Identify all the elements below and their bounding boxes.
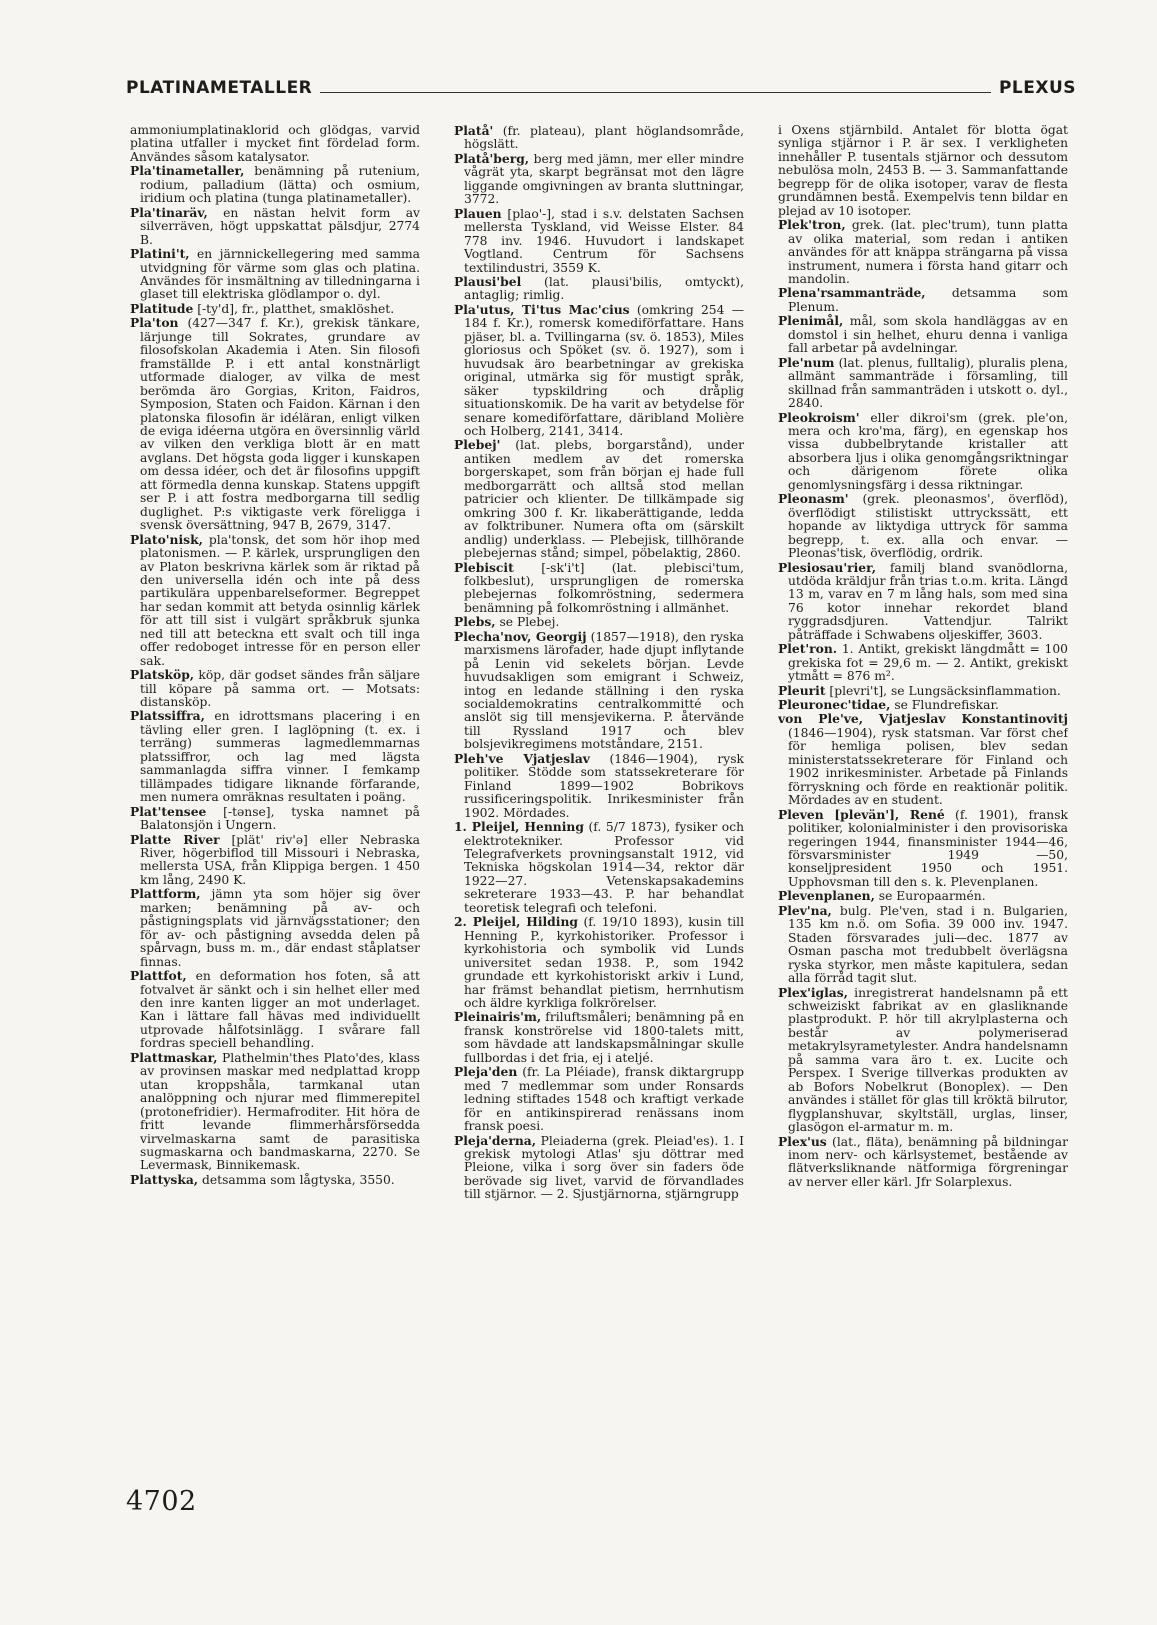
dictionary-entry <box>130 833 420 888</box>
dictionary-entry <box>454 1134 744 1202</box>
entry-headword: Plex'us <box>778 1133 827 1149</box>
entry-text: (f. 5/7 1873), fysiker och elektrotekniker. Professor vid Telegrafverkets provningsanstalt 1912, vid Tekniska högskolan 1914—34, rektor där 1922—27. Vetenskapsakademins sekreterare 1933—43. P. har behandlat teoretisk telegrafi och telefoni. <box>464 820 744 915</box>
dictionary-entry <box>778 286 1068 314</box>
dictionary-entry <box>130 709 420 804</box>
dictionary-entry <box>778 492 1068 560</box>
running-header <box>126 78 1076 102</box>
entry-text: Pleiaderna (grek. Pleiad'es). 1. I grekisk mytologi Atlas' sju döttrar med Pleione, vilka i sorg över sin faders öde berövade sig livet, varvid de förvandlades till stjärnor. — 2. Sjustjärnorna, stjärngrupp <box>464 1133 744 1202</box>
dictionary-entry <box>130 302 420 316</box>
entry-text: [plevri't], se Lungsäcksinflammation. <box>825 683 1061 698</box>
dictionary-entry <box>454 630 744 752</box>
entry-text: berg med jämn, mer eller mindre vågrät yta, skarpt begränsat mot den lägre liggande omgivningen av branta sluttningar, 3772. <box>464 151 744 207</box>
entry-text: (grek. pleonasmos', överflöd), överflödigt stilistiskt uttryckssätt, ett hopande av liktydiga uttryck för samma begrepp, t. ex. alla och envar. — Pleonas'tisk, överflödig, ordrik. <box>788 492 1068 561</box>
dictionary-entry <box>454 561 744 616</box>
entry-text: mål, som skola handläggas av en domstol i sin helhet, ehuru denna i vanliga fall arbetar på avdelningar. <box>788 314 1068 356</box>
entry-text: (omkring 254 —184 f. Kr.), romersk komediförfattare. Hans pjäser, bl. a. Tvillingarna (sv. ö. 1853), Miles gloriosus och Spöket (sv. ö. 1927), som i huvudsak äro bearbetningar av grekiska original, utmärka sig för mustigt språk, säker typskildring och dråplig situationskomik. De ha varit av betydelse för senare komediförfattare, däribland Molière och Holberg, 2141, 3414. <box>464 302 744 438</box>
entry-text: [-tənse], tyska namnet på Balatonsjön i Ungern. <box>140 804 420 833</box>
entry-headword: Ple'num <box>778 354 835 370</box>
entry-text: (lat., fläta), benämning på bildningar inom nerv- och kärlsystemet, bestående av flätverksliknande nätformiga förgreningar av nerver eller kärl. Jfr Solarplexus. <box>788 1134 1068 1189</box>
dictionary-entry <box>454 915 744 1010</box>
entry-text: se Flundrefiskar. <box>890 698 999 713</box>
entry-text: en deformation hos foten, så att fotvalvet är sänkt och i sin helhet eller med den inre kanten ligger an mot underlaget. Kan i lättare fall hävas med individuellt utprovade hålfotsinlägg. I svårare fall fordras speciell behandling. <box>140 969 420 1051</box>
entry-headword: Pla'tinametaller, <box>130 163 245 179</box>
dictionary-entry <box>778 218 1068 286</box>
entry-headword: Pleuronec'tidae, <box>778 697 891 713</box>
dictionary-entry <box>454 1010 744 1065</box>
entry-text: (1846—1904), rysk politiker. Stödde som statssekreterare för Finland 1899—1902 Bobrikovs russificeringspolitik. Inrikesminister från 1902. Mördades. <box>464 751 744 820</box>
entry-text: i Oxens stjärnbild. Antalet för blotta ögat synliga stjärnor i P. är sex. I verkligheten innehåller P. tusentals stjärnor och dessutom nebulösa moln, 2453 B. — 3. Sammanfattande begrepp för de olika isotoper, varav de flesta grundämnen bestå. Exempelvis tenn bildar en plejad av 10 isotoper. <box>778 124 1068 218</box>
entry-text: [-ty'd], fr., platthet, smaklöshet. <box>193 301 395 316</box>
dictionary-entry <box>454 275 744 303</box>
dictionary-entry <box>454 303 744 439</box>
entry-text: detsamma som lågtyska, 3550. <box>198 1172 395 1187</box>
dictionary-entry <box>778 889 1068 903</box>
entry-headword: Pleven [plevän'], René <box>778 806 945 822</box>
dictionary-entry <box>778 986 1068 1135</box>
entry-headword: Plauen <box>454 205 502 221</box>
entry-text: (lat. plenus, fulltalig), pluralis plena, allmänt sammanträde i församling, till skillnad från sammanträden i utskott o. dyl., 2840. <box>788 355 1068 411</box>
entry-headword: Plev'na, <box>778 902 832 918</box>
entry-headword: Plausi'bel <box>454 273 522 289</box>
entry-headword: Plattfot, <box>130 968 187 984</box>
entry-text: [plao'-], stad i s.v. delstaten Sachsen mellersta Tyskland, vid Weisse Elster. 84 778 inv. 1946. Huvudort i landskapet Vogtland. Centrum för Sachsens textilindustri, 3559 K. <box>464 206 744 275</box>
dictionary-entry <box>454 820 744 915</box>
entry-text: (fr. La Pléiade), fransk diktargrupp med 7 medlemmar som under Ronsards ledning stiftades 1548 och kraftigt verkade för en antikinspirerad renässans inom fransk poesi. <box>464 1065 744 1134</box>
entry-text: (427—347 f. Kr.), grekisk tänkare, lärjunge till Sokrates, grundare av filosofskolan Akademia i Aten. Sin filosofi framställde P. i ett antal konstnärligt utformade dialoger, av vilka de mest berömda äro Gorgias, Kriton, Faidros, Symposion, Staten och Faidon. Kärnan i den platonska filosofin är idéläran, enligt vilken de eviga idéerna utgöra en översinnlig värld av vilken den verkliga blott är en matt avglans. Det högsta goda ligger i kunskapen om dessa idéer, och det är filosofins uppgift att förmedla denna kunskap. Statens uppgift ser P. i att fostra medborgarna till sedlig duglighet. P:s viktigaste verk föreligga i svensk översättning, 947 B, 2679, 3147. <box>140 316 420 533</box>
entry-text: [plät' riv'ə] eller Nebraska River, högerbiflod till Missouri i Nebraska, mellersta USA, från Klippiga bergen. 1 450 km lång, 2490 K. <box>140 832 420 887</box>
entry-headword: Plat'tensee <box>130 803 207 819</box>
dictionary-entry <box>130 1173 420 1187</box>
dictionary-entry <box>778 904 1068 986</box>
entry-text: eller dikroi'sm (grek. ple'on, mera och kro'ma, färg), en egenskap hos vissa dubbelbrytande kristaller att absorbera ljus i olika genomgångsriktningar och därigenom förete olika genomlysningsfärg i dessa riktningar. <box>788 410 1068 492</box>
entry-headword: Pleh've Vjatjeslav <box>454 750 590 766</box>
entry-text: se Europaarmén. <box>874 889 986 904</box>
entry-headword: Plecha'nov, Georgij <box>454 628 587 644</box>
entry-text: familj bland svanödlorna, utdöda kräldjur från trias t.o.m. krita. Längd 13 m, varav en 7 m lång hals, som med sina 76 kotor innehar rekordet bland ryggradsdjuren. Vattendjur. Talrikt påträffade i Schwabens oljeskiffer, 3603. <box>788 560 1068 642</box>
entry-headword: 1. Pleijel, Henning <box>454 819 584 835</box>
entry-text: grek. (lat. plec'trum), tunn platta av olika material, som redan i antiken användes för att knäppa strängarna på vissa instrument, numera i första hand gitarr och mandolin. <box>788 218 1068 286</box>
entry-headword: Plena'rsammanträde, <box>778 285 926 301</box>
entry-text: (1857—1918), den ryska marxismens lärofader, hade djupt inflytande på Lenin vid sekelets början. Levde huvudsakligen som emigrant i Schweiz, intog en ledande ställning i den ryska socialdemokratins centralkommitté och anslöt sig till mensjevikerna. P. återvände till Ryssland 1917 och blev bolsjevikregimens motståndare, 2151. <box>464 629 744 752</box>
entry-headword: Plato'nisk, <box>130 531 203 547</box>
dictionary-entry <box>778 314 1068 355</box>
entry-headword: Platini't, <box>130 246 190 262</box>
entry-headword: Plebiscit <box>454 559 514 575</box>
entry-headword: Pleja'derna, <box>454 1132 537 1148</box>
dictionary-entry <box>778 1135 1068 1190</box>
column-1 <box>130 124 420 1624</box>
entry-text: en nästan helvit form av silverräven, högt uppskattat pälsdjur, 2774 B. <box>140 205 420 247</box>
entry-headword: von Ple've, Vjatjeslav Konstantinovitj <box>778 711 1068 727</box>
entry-text: friluftsmåleri; benämning på en fransk konströrelse vid 1800-talets mitt, som hävdade att landskapsmålningar skulle fullbordas i det fria, ej i ateljé. <box>464 1010 744 1065</box>
dictionary-entry <box>130 805 420 833</box>
entry-text: Plathelmin'thes Plato'des, klass av provinsen maskar med nedplattad kropp utan kroppshåla, tarmkanal utan analöppning och njurar med flimmerepitel (protonefridier). Hermafroditer. Hit höra de fritt levande flimmerhårsförsedda virvelmaskarna samt de parasitiska sugmaskarna och bandmaskarna, 2270. Se Levermask, Binnikemask. <box>140 1050 420 1173</box>
dictionary-entry <box>454 1065 744 1133</box>
entry-headword: Pla'ton <box>130 315 179 331</box>
dictionary-entry <box>778 411 1068 493</box>
entry-headword: Pleurit <box>778 682 826 698</box>
dictionary-entry <box>130 316 420 532</box>
dictionary-entry <box>778 356 1068 411</box>
dictionary-entry <box>130 247 420 302</box>
entry-headword: Plevenplanen, <box>778 888 875 904</box>
dictionary-entry <box>778 684 1068 698</box>
entry-text: 1. Antikt, grekiskt längdmått = 100 grekiska fot = 29,6 m. — 2. Antikt, grekiskt ytmått = 876 m². <box>788 642 1068 684</box>
entry-headword: Plet'ron. <box>778 641 838 657</box>
dictionary-entry <box>454 752 744 820</box>
entry-headword: Platitude <box>130 300 194 316</box>
entry-text: benämning på rutenium, rodium, palladium (lätta) och osmium, iridium och platina (tunga platinametaller). <box>140 164 420 206</box>
entry-text: en idrottsmans placering i en tävling eller gren. I laglöpning (t. ex. i terräng) summeras lagmedlemmarnas platssiffror, och lag med lägsta sammanlagda siffra vinner. I femkamp tillämpades tidigare liknande förfarande, men numera omräknas resultaten i poäng. <box>140 709 420 805</box>
entry-text: ammoniumplatinaklorid och glödgas, varvid platina utfaller i mycket fint fördelad form. Användes såsom katalysator. <box>130 124 420 164</box>
dictionary-entry <box>778 808 1068 890</box>
dictionary-entry <box>130 969 420 1051</box>
dictionary-entry <box>454 124 744 152</box>
entry-text: (1846—1904), rysk statsman. Var först chef för hemliga polisen, blev sedan ministerstatssekreterare för Finland och 1902 inrikesminister. Arbetade på Finlands förryskning och förde en reaktionär politik. Mördades av en student. <box>788 725 1068 808</box>
dictionary-entry <box>454 438 744 560</box>
entry-text: (lat. plausi'bilis, omtyckt), antaglig; rimlig. <box>464 274 744 303</box>
entry-headword: Plattform, <box>130 886 201 902</box>
entry-headword: Platå'berg, <box>454 150 530 166</box>
dictionary-entry <box>130 1051 420 1173</box>
entry-text: detsamma som Plenum. <box>788 286 1068 314</box>
entry-text: inregistrerat handelsnamn på ett schweiziskt fabrikat av en glasliknande plastprodukt. P. hör till akrylplasterna och består av polymeriserad metakrylsyrametylester. Andra handelsnamn på samma vara äro t. ex. Lucite och Perspex. I Sverige tillverkas produkten av ab Bofors Nobelkrut (Bonoplex). — Den användes i stället för glas till kröktä bilrutor, flygplanshuvar, skyltställ, urglas, linser, glasögon el-armatur m. m. <box>788 985 1068 1135</box>
entry-text: pla'tonsk, det som hör ihop med platonismen. — P. kärlek, ursprungligen den av Platon beskrivna kärlek som är riktad på den universella idén och inte på dess partikulära uppenbarelseformer. Begreppet har sedan kommit att betyda osinnlig kärlek för att till sist i vulgärt språkbruk sjunka ned till att beteckna ett svalt och till inga offer redoboget intresse för en person eller sak. <box>140 532 420 668</box>
entry-text: [-sk'i't] (lat. plebisci'tum, folkbeslut), ursprungligen de romerska plebejernas folkomröstning, sedermera benämning på folkomröstning i allmänhet. <box>464 560 744 615</box>
entry-headword: Plek'tron, <box>778 217 846 233</box>
dictionary-entry <box>130 533 420 669</box>
entry-headword: Platå' <box>454 124 494 138</box>
entry-headword: Platte River <box>130 831 220 847</box>
dictionary-entry <box>454 152 744 207</box>
entry-headword: Pla'utus, Ti'tus Mac'cius <box>454 301 630 317</box>
entry-text: en järnnickellegering med samma utvidgning för värme som glas och platina. Användes för insmältning av tilledningarna i glaset till elektriska glödlampor o. dyl. <box>140 247 420 302</box>
entry-headword: Pleonasm' <box>778 491 849 507</box>
page-number: 4702 <box>126 1486 197 1517</box>
entry-text: köp, där godset sändes från säljare till köpare på samma ort. — Motsats: distansköp. <box>140 668 420 710</box>
entry-text: (f. 1901), fransk politiker, kolonialminister i den provisoriska regeringen 1944, finansminister 1944—46, försvarsminister 1949 —50, konseljpresident 1950 och 1951. Upphovsman till den s. k. Plevenplanen. <box>788 807 1068 889</box>
entry-text: se Plebej. <box>495 615 560 630</box>
entry-headword: Pla'tinaräv, <box>130 204 208 220</box>
entry-text: bulg. Ple'ven, stad i n. Bulgarien, 135 km n.ö. om Sofia. 39 000 inv. 1947. Staden försvarades juli—dec. 1877 av Osman pascha mot tredubbelt överlägsna ryska styrkor, men måste kapitulera, sedan alla förråd tagit slut. <box>788 903 1068 986</box>
dictionary-entry <box>778 698 1068 712</box>
entry-headword: Pleja'den <box>454 1064 518 1080</box>
entry-headword: Plattmaskar, <box>130 1049 218 1065</box>
dictionary-entry <box>130 164 420 205</box>
entry-headword: Platssiffra, <box>130 708 205 724</box>
header-right-keyword: PLEXUS <box>991 78 1076 98</box>
entry-headword: Plattyska, <box>130 1171 199 1187</box>
entry-text: (fr. plateau), plant höglandsområde, högslätt. <box>464 124 744 152</box>
entry-headword: Platsköp, <box>130 667 195 683</box>
dictionary-entry <box>130 668 420 709</box>
dictionary-entry <box>130 124 420 164</box>
dictionary-entry <box>130 206 420 247</box>
dictionary-entry <box>454 615 744 629</box>
entry-headword: Plebs, <box>454 614 496 630</box>
dictionary-entry <box>778 561 1068 643</box>
column-3 <box>778 124 1068 1624</box>
dictionary-entry <box>130 887 420 969</box>
dictionary-entry <box>454 207 744 275</box>
entry-headword: Plesiosau'rier, <box>778 559 876 575</box>
entry-headword: 2. Pleijel, Hilding <box>454 914 578 930</box>
entry-text: (lat. plebs, borgarstånd), under antiken medlem av det romerska borgerskapet, som från början ej hade full medborgarrätt och alltså stod mellan patricier och klienter. De tillkämpade sig omkring 300 f. Kr. likaberättigande, ledda av folktribuner. Numera ofta om (särskilt andlig) underklass. — Plebejisk, tillhörande plebejernas stånd; simpel, pöbelaktig, 2860. <box>464 438 744 561</box>
column-2 <box>454 124 744 1624</box>
dictionary-entry <box>778 712 1068 807</box>
entry-headword: Plenimål, <box>778 313 844 329</box>
entry-headword: Plex'iglas, <box>778 984 848 1000</box>
header-left-keyword: PLATINAMETALLER <box>126 78 320 98</box>
dictionary-entry <box>778 124 1068 218</box>
entry-text: (f. 19/10 1893), kusin till Henning P., kyrkohistoriker. Professor i kyrkohistoria och symbolik vid Lunds universitet sedan 1938. P., som 1942 grundade ett kyrkohistoriskt arkiv i Lund, har främst behandlat pietism, herrnhutism och äldre kyrkliga folkrörelser. <box>464 915 744 1010</box>
entry-headword: Plebej' <box>454 437 501 453</box>
entry-text: jämn yta som höjer sig över marken; benämning på av- och påstigningsplats vid järnvägsstationer; den för av- och påstigning avsedda delen på spårvagn, buss m. m., där endast ståplatser finnas. <box>140 887 420 969</box>
dictionary-entry <box>778 642 1068 683</box>
entry-headword: Pleokroism' <box>778 409 860 425</box>
entry-headword: Pleinairis'm, <box>454 1009 542 1025</box>
